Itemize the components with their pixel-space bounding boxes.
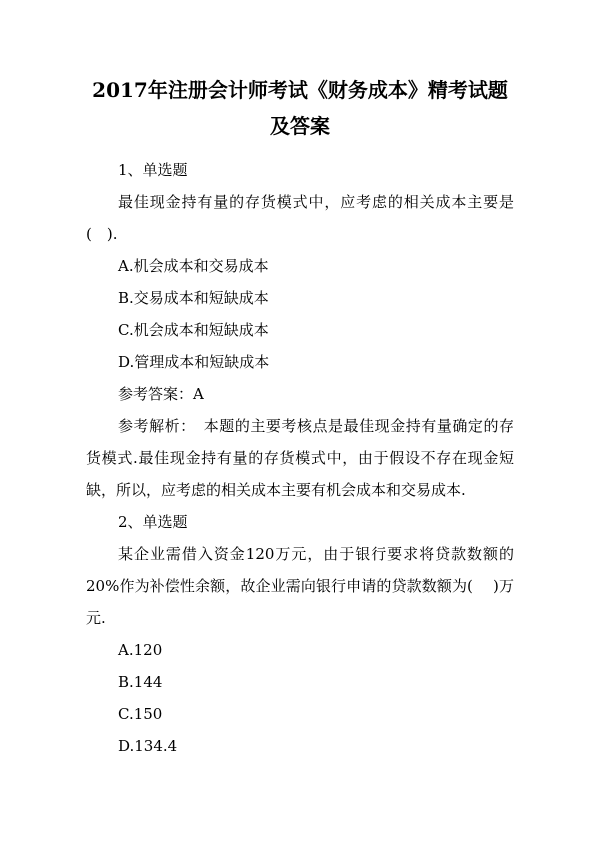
- question-1-answer: 参考答案：A: [118, 385, 204, 403]
- question-1-option-b: B.交易成本和短缺成本: [118, 289, 269, 307]
- question-1: [86, 154, 514, 506]
- question-2-heading: 2、单选题: [118, 513, 188, 531]
- question-1-option-a: A.机会成本和交易成本: [118, 257, 269, 275]
- question-1-option-d: D.管理成本和短缺成本: [118, 353, 270, 371]
- question-2-option-b: B.144: [118, 673, 163, 691]
- document-title: 2017年注册会计师考试《财务成本》精考试题及答案: [92, 78, 508, 138]
- question-1-stem: 最佳现金持有量的存货模式中，应考虑的相关成本主要是( ).: [86, 193, 514, 243]
- question-2: [86, 506, 514, 762]
- question-1-analysis: 参考解析： 本题的主要考核点是最佳现金持有量确定的存货模式.最佳现金持有量的存货模式中，由于假设不存在现金短缺，所以，应考虑的相关成本主要有机会成本和交易成本.: [86, 417, 514, 499]
- question-2-option-a: A.120: [118, 641, 163, 659]
- question-1-option-c: C.机会成本和短缺成本: [118, 321, 269, 339]
- question-2-option-d: D.134.4: [118, 737, 178, 755]
- question-2-option-c: C.150: [118, 705, 163, 723]
- question-2-stem: 某企业需借入资金120万元，由于银行要求将贷款数额的 20%作为补偿性余额，故企业需向银行申请的贷款数额为( )万元.: [86, 545, 514, 627]
- question-1-heading: 1、单选题: [118, 161, 188, 179]
